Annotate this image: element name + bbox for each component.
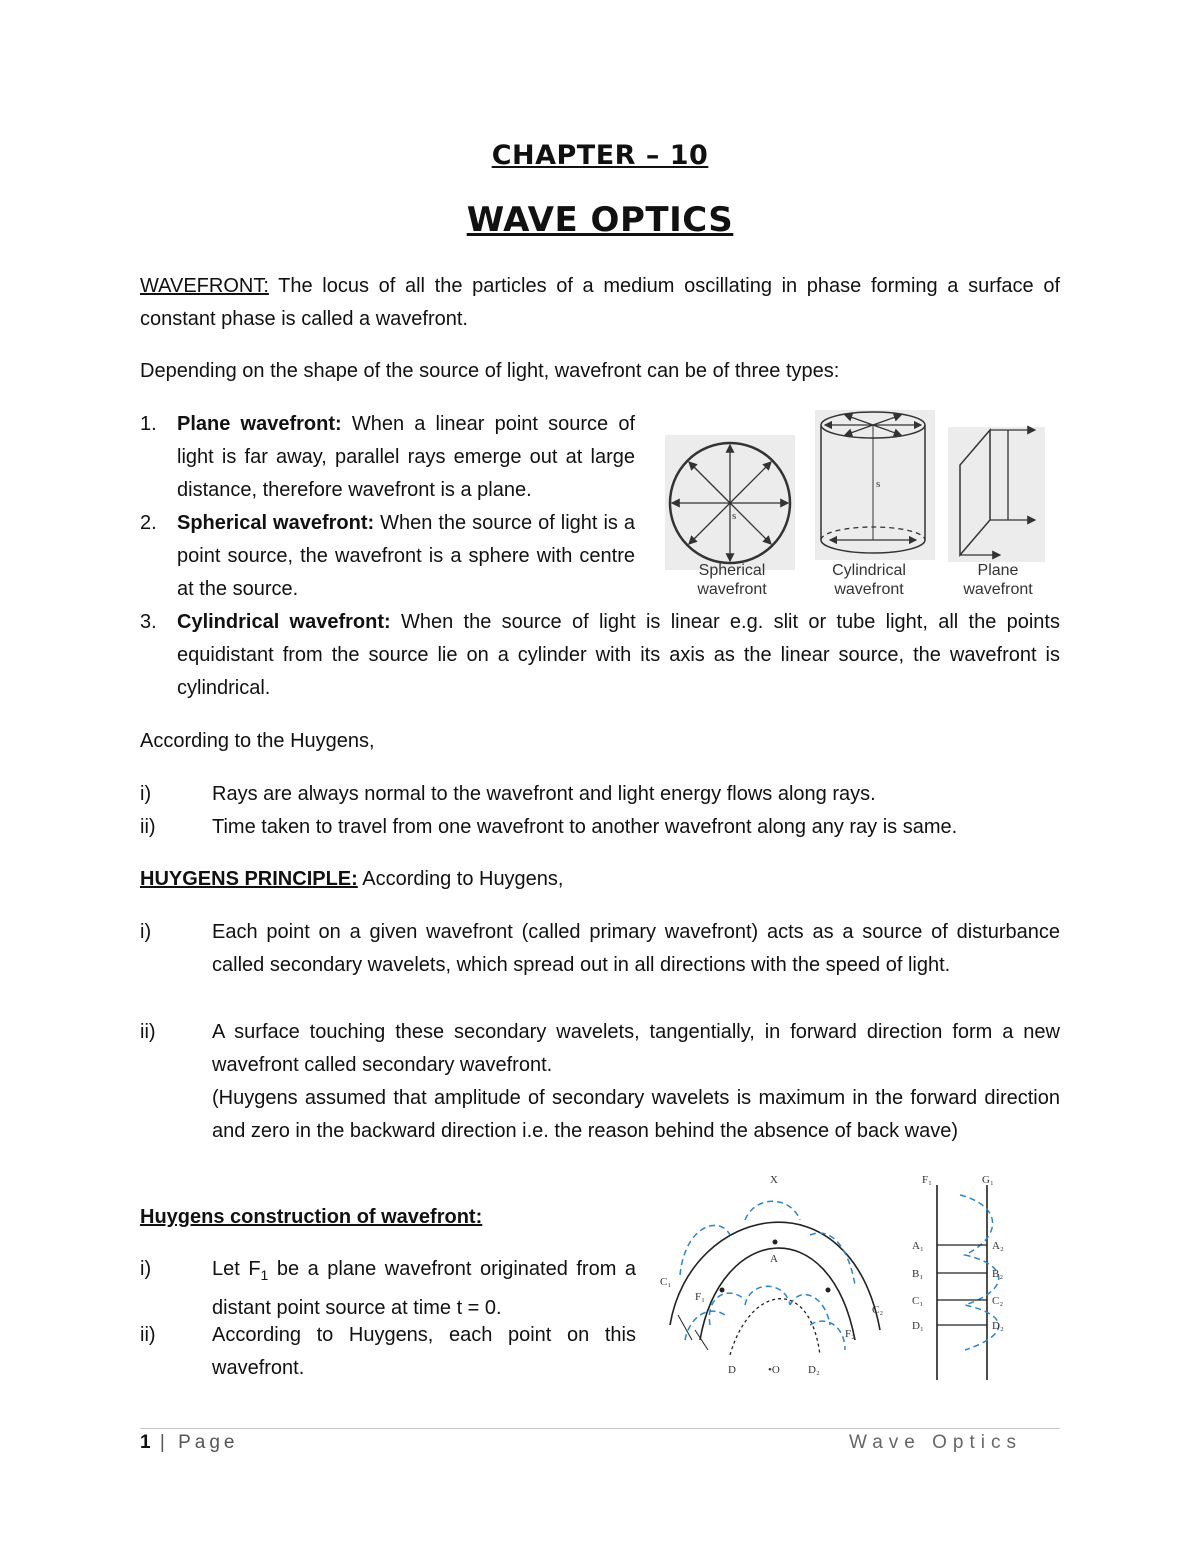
page-word: | Page <box>159 1432 239 1453</box>
huygens-point-2-number: ii) <box>140 816 156 838</box>
spherical-wavefront-drawing <box>665 435 795 570</box>
type-2-term: Spherical wavefront: <box>177 512 375 534</box>
wavefront-definition <box>140 270 1060 336</box>
page-number: 1 <box>140 1432 151 1453</box>
construction-point-1-text-a: Let F <box>212 1258 261 1280</box>
principle-term: HUYGENS PRINCIPLE: <box>140 868 358 890</box>
caption-plane-line1: Plane <box>977 562 1019 579</box>
type-2-item <box>177 507 635 606</box>
label-s-cylindrical: s <box>876 478 881 490</box>
principle-heading <box>140 863 564 896</box>
caption-spherical-line1: Spherical <box>698 562 766 579</box>
label-d2-right: D₂ <box>992 1320 1004 1332</box>
label-s-spherical: s <box>732 510 737 522</box>
footer-page-number <box>140 1432 238 1454</box>
principle-point-2: A surface touching these secondary wavelets, tangentially, in forward direction form a new wavefront called secondary wavefront. <box>212 1021 1060 1076</box>
footer-running-title: Wave Optics <box>849 1432 1022 1453</box>
huygens-point-1: Rays are always normal to the wavefront and light energy flows along rays. <box>212 783 876 805</box>
label-b1: B₁ <box>912 1268 924 1280</box>
type-2-number: 2. <box>140 512 157 534</box>
wavefront-term: WAVEFRONT: <box>140 275 269 297</box>
construction-point-1 <box>212 1253 636 1325</box>
footer-rule <box>140 1428 1060 1429</box>
plane-wavefront-drawing <box>948 427 1045 562</box>
label-a: A <box>770 1253 778 1265</box>
types-intro: Depending on the shape of the source of light, wavefront can be of three types: <box>140 360 840 382</box>
principle-note: (Huygens assumed that amplitude of secondary wavelets is maximum in the forward direction and zero in the backward direction i.e. the reason behind the absence of back wave) <box>212 1087 1060 1142</box>
type-1-item <box>177 408 635 507</box>
type-1-term: Plane wavefront: <box>177 413 342 435</box>
wavefront-text: The locus of all the particles of a medium oscillating in phase forming a surface of constant phase is called a wavefront. <box>140 275 1060 330</box>
wavefront-types-figure <box>660 405 1050 600</box>
construction-heading: Huygens construction of wavefront: <box>140 1206 483 1228</box>
huygens-point-1-number: i) <box>140 783 152 805</box>
label-x: X <box>770 1174 778 1186</box>
label-a2: A₂ <box>992 1240 1004 1252</box>
caption-cylindrical-line1: Cylindrical <box>832 562 906 579</box>
construction-point-2: According to Huygens, each point on this wavefront. <box>212 1324 636 1379</box>
caption-spherical-line2: wavefront <box>697 581 767 598</box>
principle-intro: According to Huygens, <box>357 868 564 890</box>
type-3-number: 3. <box>140 611 157 633</box>
principle-point-1: Each point on a given wavefront (called primary wavefront) acts as a source of disturbance called secondary wavelets, which spread out in all directions with the speed of light. <box>212 921 1060 976</box>
construction-point-1-text-b: be a plane wavefront originated from a distant point source at time t = 0. <box>212 1258 636 1319</box>
cylindrical-wavefront-drawing <box>815 410 935 560</box>
label-f-top: F₁ <box>922 1174 932 1186</box>
label-f2: F₂ <box>845 1328 855 1340</box>
huygens-intro: According to the Huygens, <box>140 730 375 752</box>
chapter-heading: CHAPTER – 10 <box>491 140 709 171</box>
label-c1-right: C₁ <box>912 1295 924 1307</box>
label-c2: C₂ <box>872 1304 884 1316</box>
caption-plane-line2: wavefront <box>963 581 1033 598</box>
spherical-construction-drawing <box>660 1174 883 1376</box>
caption-cylindrical-line2: wavefront <box>834 581 904 598</box>
label-d1: D₁ <box>912 1320 924 1332</box>
type-2-text: When the source of light is a point source, the wavefront is a sphere with centre at the source. <box>177 512 635 600</box>
type-1-text: When a linear point source of light is far away, parallel rays emerge out at large distance, therefore wavefront is a plane. <box>177 413 636 501</box>
label-a1: A₁ <box>912 1240 924 1252</box>
type-3-term: Cylindrical wavefront: <box>177 611 391 633</box>
construction-point-2-number: ii) <box>140 1324 156 1346</box>
label-c1: C₁ <box>660 1276 672 1288</box>
label-d: D <box>728 1364 736 1376</box>
type-3-text: When the source of light is linear e.g. slit or tube light, all the points equidistant from the source lie on a cylinder with its axis as the linear source, the wavefront is cylindrical. <box>177 611 1060 699</box>
label-b2: B₂ <box>992 1268 1004 1280</box>
construction-point-1-number: i) <box>140 1258 152 1280</box>
principle-point-1-number: i) <box>140 921 152 943</box>
plane-construction-drawing <box>912 1174 1004 1380</box>
label-f1: F₁ <box>695 1291 705 1303</box>
chapter-title: WAVE OPTICS <box>466 200 734 240</box>
type-1-number: 1. <box>140 413 157 435</box>
principle-point-2-number: ii) <box>140 1021 156 1043</box>
type-3-item <box>177 606 1060 705</box>
label-o: •O <box>768 1364 780 1376</box>
huygens-construction-figure <box>650 1165 1070 1385</box>
construction-point-1-subscript: 1 <box>260 1267 269 1283</box>
label-g-top: G₁ <box>982 1174 994 1186</box>
label-d2: D₂ <box>808 1364 820 1376</box>
label-c2-right: C₂ <box>992 1295 1004 1307</box>
huygens-point-2: Time taken to travel from one wavefront to another wavefront along any ray is same. <box>212 816 958 838</box>
